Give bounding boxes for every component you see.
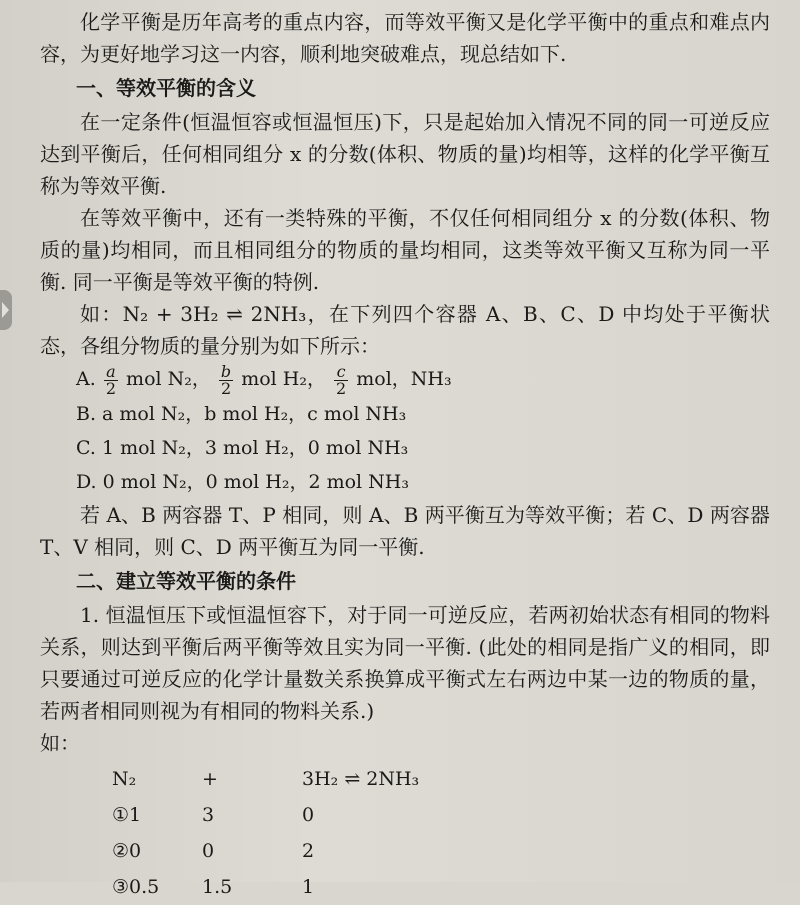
intro-paragraph: 化学平衡是历年高考的重点内容，而等效平衡又是化学平衡中的重点和难点内容，为更好地学习这一内容，顺利地突破难点，现总结如下. (40, 10, 770, 66)
section2-example-prefix: 如： (40, 730, 80, 755)
table-row: ③0.5 1.5 1 (112, 875, 315, 898)
table-row: ①1 3 0 (112, 803, 315, 826)
example-paragraph (40, 298, 770, 362)
section1-conclusion: 若 A、B 两容器 T、P 相同，则 A、B 两平衡互为等效平衡；若 C、D 两容器 T、V 相同，则 C、D 两平衡互为同一平衡. (40, 502, 770, 559)
example-prefix: 如： (80, 302, 123, 326)
table-row: ②0 0 2 (112, 839, 315, 862)
fraction-b: $\frac{b}{2}$ (220, 361, 232, 398)
example-equation: N₂ + 3H₂ ⇌ 2NH₃ (122, 302, 307, 326)
table-header-row: N₂ + 3H₂ ⇌ 2NH₃ (112, 767, 420, 790)
option-b: B. a mol N₂，b mol H₂，c mol NH₃ (76, 402, 407, 425)
option-a: A. $\frac{a}{2}$ mol N₂， $\frac{b}{2}$ mol H₂， $\frac{c}{2}$ mol，NH₃ (76, 361, 452, 398)
fraction-a: $\frac{a}{2}$ (105, 361, 116, 398)
page-turn-arrow-icon[interactable] (0, 290, 12, 330)
fraction-c: $\frac{c}{2}$ (336, 361, 347, 398)
option-c: C. 1 mol N₂，3 mol H₂，0 mol NH₃ (76, 436, 409, 459)
example-suffix: ，在下列四个容器 A、B、C、D 中均处于平衡状态，各组分物质的量分别为如下所示： (40, 302, 770, 358)
option-d: D. 0 mol N₂，0 mol H₂，2 mol NH₃ (76, 470, 409, 493)
section1-heading: 一、等效平衡的含义 (76, 76, 256, 100)
section1-paragraph-2: 在等效平衡中，还有一类特殊的平衡，不仅任何相同组分 x 的分数(体积、物质的量)均相同，而且相同组分的物质的量均相同，这类等效平衡又互称为同一平衡. 同一平衡是等效平衡的特例. (40, 206, 770, 294)
equilibrium-table (112, 761, 770, 905)
section2-heading: 二、建立等效平衡的条件 (76, 568, 296, 593)
section1-paragraph-1: 在一定条件(恒温恒容或恒温恒压)下，只是起始加入情况不同的同一可逆反应达到平衡后，任何相同组分 x 的分数(体积、物质的量)均相等，这样的化学平衡互称为等效平衡. (40, 110, 770, 198)
section2-paragraph-1: 1. 恒温恒压下或恒温恒容下，对于同一可逆反应，若两初始状态有相同的物料关系，则达到平衡后两平衡等效且实为同一平衡. (此处的相同是指广义的相同，即只要通过可逆反应的化学计量数关系换算成平衡式左右两边中某一边的物质的量，若两者相同则视为有相同的物料关系.) (40, 602, 770, 723)
